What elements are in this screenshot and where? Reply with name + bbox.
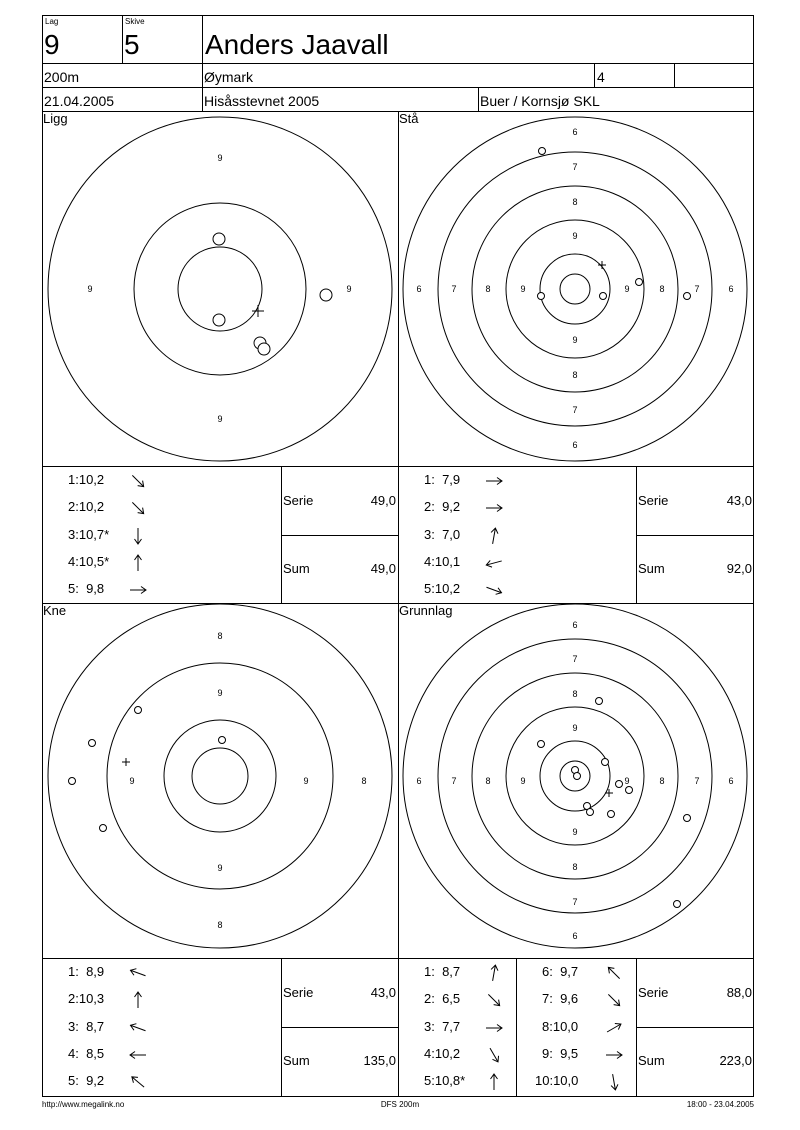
shot-text: 5: 9,2 [68,1073,105,1088]
event-name: Hisåsstevnet 2005 [204,93,320,109]
serie-value: 88,0 [726,985,752,1000]
ring-label: 6 [572,440,578,450]
section-label-ligg: Ligg [43,111,68,126]
hole [539,148,546,155]
hole [213,314,225,326]
distance: 200m [44,69,80,85]
sum-value: 135,0 [363,1053,396,1068]
serie-value: 43,0 [370,985,396,1000]
skive-value: 5 [124,29,140,60]
ring-label: 7 [572,162,578,172]
hole [320,289,332,301]
lag-label: Lag [45,17,59,26]
shot-text: 7: 9,6 [542,991,579,1006]
ring-label: 7 [451,776,457,786]
ring-label: 8 [572,197,578,207]
serie-label: Serie [283,493,314,508]
shot-text: 9: 9,5 [542,1046,579,1061]
shooter-name: Anders Jaavall [205,29,389,60]
lag-value: 9 [44,29,60,60]
direction-arrow-icon [128,991,148,1014]
shot-text: 2:10,3 [68,991,105,1006]
shot-text: 6: 9,7 [542,964,579,979]
hole [574,773,581,780]
shot-text: 1:10,2 [68,472,105,487]
sum-value: 223,0 [719,1053,752,1068]
direction-arrow-icon [128,581,148,604]
direction-arrow-icon [484,1073,504,1096]
hole [602,759,609,766]
hole [684,815,691,822]
ring-label: 7 [451,284,457,294]
ring-label: 8 [572,689,578,699]
hole [626,787,633,794]
direction-arrow-icon [484,554,504,577]
ring-8 [472,186,678,392]
ring-label: 9 [520,776,526,786]
direction-arrow-icon [128,1046,148,1069]
direction-arrow-icon [484,991,504,1014]
shot-text: 5:10,8* [424,1073,466,1088]
hole [69,778,76,785]
ring-label: 9 [572,827,578,837]
ring-label: 6 [572,931,578,941]
shot-text: 4:10,5* [68,554,110,569]
sum-label: Sum [283,1053,310,1068]
target-grunnlag [399,604,753,958]
serie-label: Serie [638,493,669,508]
direction-arrow-icon [604,1046,624,1069]
direction-arrow-icon [484,499,504,522]
direction-arrow-icon [484,1019,504,1042]
ring-label: 9 [572,231,578,241]
sum-label: Sum [638,561,665,576]
ring-label: 9 [303,776,309,786]
shot-text: 5:10,2 [424,581,461,596]
direction-arrow-icon [604,1073,624,1096]
hole [674,901,681,908]
footer-center: DFS 200m [380,1100,420,1109]
direction-arrow-icon [128,527,148,550]
hole [636,279,643,286]
section-label-sta: Stå [399,111,419,126]
hole [684,293,691,300]
ring-label: 9 [572,335,578,345]
ring-label: 9 [129,776,135,786]
ring-label: 7 [694,284,700,294]
ring-label: 9 [87,284,93,294]
direction-arrow-icon [128,499,148,522]
serie-label: Serie [283,985,314,1000]
target-ligg [43,112,398,466]
hole [596,698,603,705]
ring-label: 9 [217,688,223,698]
ring-label: 9 [217,153,223,163]
ring-label: 7 [572,654,578,664]
ring-label: 8 [659,776,665,786]
ring-label: 9 [346,284,352,294]
ring-label: 9 [572,723,578,733]
ring-label: 8 [572,862,578,872]
hole [258,343,270,355]
ring-label: 8 [485,284,491,294]
section-label-grunnlag: Grunnlag [399,603,453,618]
shot-text: 8:10,0 [542,1019,579,1034]
shot-text: 1: 8,9 [68,964,105,979]
direction-arrow-icon [484,964,504,987]
ring-label: 6 [416,776,422,786]
ring-label: 9 [624,284,630,294]
ring-label: 9 [217,414,223,424]
shot-text: 5: 9,8 [68,581,105,596]
hole [100,825,107,832]
target-kne [43,604,398,958]
ring-label: 8 [485,776,491,786]
hole [538,741,545,748]
sum-value: 49,0 [370,561,396,576]
location: Øymark [204,69,253,85]
shot-text: 4: 8,5 [68,1046,105,1061]
shot-text: 2:10,2 [68,499,105,514]
ring-label: 8 [659,284,665,294]
ring-x [560,274,590,304]
ring-label: 6 [416,284,422,294]
direction-arrow-icon [484,527,504,550]
ring-label: 9 [520,284,526,294]
ring-label: 7 [572,897,578,907]
hole [135,707,142,714]
ring-label: 8 [572,370,578,380]
shot-text: 3: 8,7 [68,1019,105,1034]
ring-label: 8 [361,776,367,786]
skive-label: Skive [125,17,145,26]
shot-text: 2: 9,2 [424,499,461,514]
shot-text: 10:10,0 [535,1073,579,1088]
section-label-kne: Kne [43,603,67,618]
ring-label: 6 [728,776,734,786]
shot-text: 4:10,1 [424,554,461,569]
ring-label: 8 [217,920,223,930]
serie-label: Serie [638,985,669,1000]
direction-arrow-icon [484,472,504,495]
direction-arrow-icon [484,581,504,604]
ring-label: 6 [572,620,578,630]
sum-value: 92,0 [726,561,752,576]
ring-9 [134,203,306,375]
target-sta [399,112,753,466]
direction-arrow-icon [604,964,624,987]
hole [600,293,607,300]
serie-value: 43,0 [726,493,752,508]
ring-label: 6 [728,284,734,294]
sum-label: Sum [638,1053,665,1068]
serie-value: 49,0 [370,493,396,508]
hole [213,233,225,245]
hole [608,811,615,818]
hole [616,781,623,788]
ring-10 [192,748,248,804]
date: 21.04.2005 [44,93,115,109]
direction-arrow-icon [484,1046,504,1069]
direction-arrow-icon [128,1073,148,1096]
ring-label: 9 [624,776,630,786]
shot-text: 3: 7,7 [424,1019,461,1034]
direction-arrow-icon [128,964,148,987]
shot-text: 1: 8,7 [424,964,461,979]
direction-arrow-icon [604,1019,624,1042]
shot-text: 3:10,7* [68,527,110,542]
direction-arrow-icon [604,991,624,1014]
direction-arrow-icon [128,554,148,577]
ring-label: 9 [217,863,223,873]
ring-label: 7 [694,776,700,786]
club-name: Buer / Kornsjø SKL [480,93,600,109]
hole [219,737,226,744]
shot-text: 3: 7,0 [424,527,461,542]
ring-outer [48,604,392,948]
shot-text: 1: 7,9 [424,472,461,487]
hole [89,740,96,747]
shot-text: 2: 6,5 [424,991,461,1006]
ring-outer [48,117,392,461]
hole [538,293,545,300]
ring-7 [438,152,712,426]
footer-url[interactable]: http://www.megalink.no [42,1100,125,1109]
hole [587,809,594,816]
ring-label: 7 [572,405,578,415]
shot-text: 4:10,2 [424,1046,461,1061]
direction-arrow-icon [128,1019,148,1042]
ring-label: 8 [217,631,223,641]
sum-label: Sum [283,561,310,576]
footer-timestamp: 18:00 - 23.04.2005 [686,1100,754,1109]
ring-label: 6 [572,127,578,137]
direction-arrow-icon [128,472,148,495]
number: 4 [597,69,605,85]
